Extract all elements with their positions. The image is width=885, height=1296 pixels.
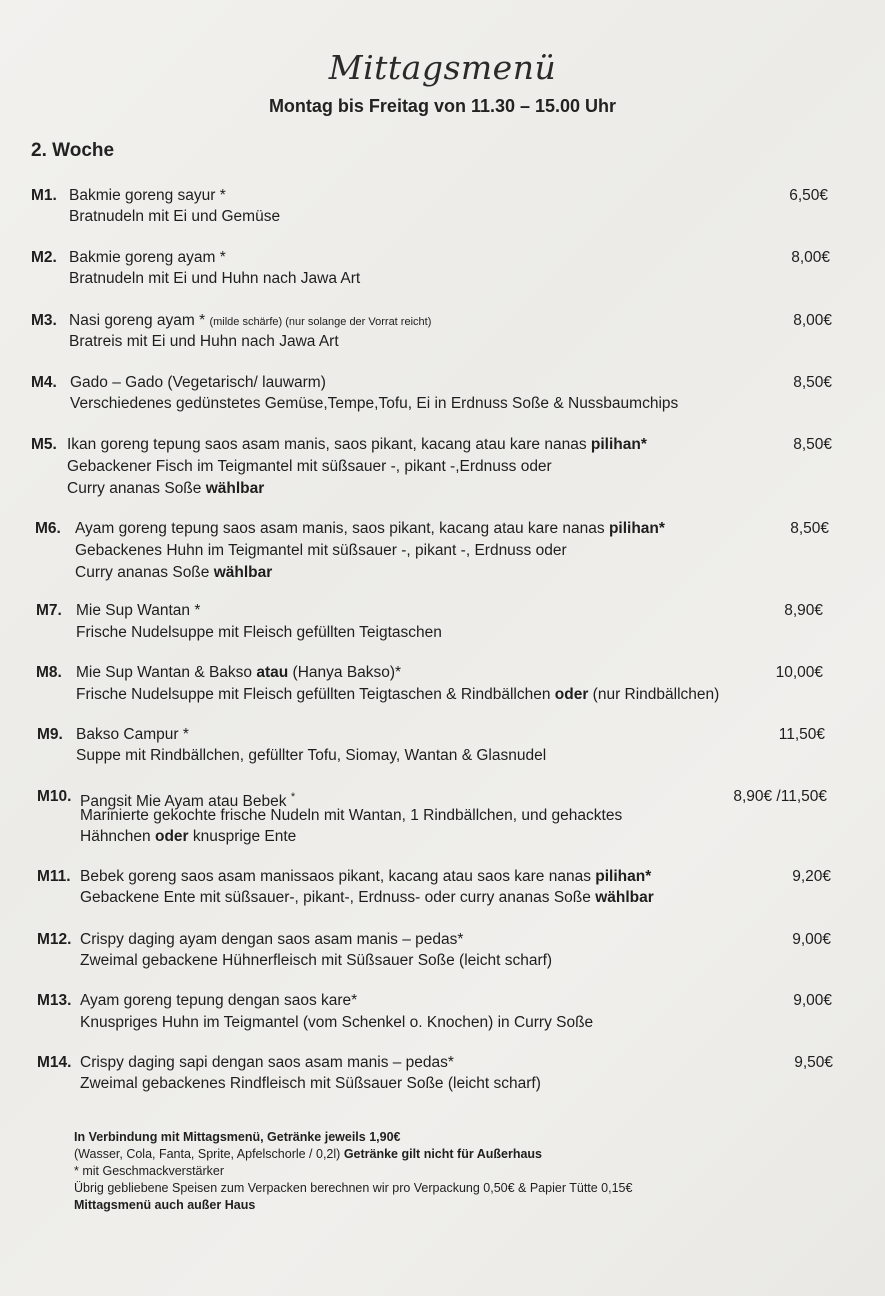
item-description-choice: wählbar (213, 564, 273, 581)
item-description: Marinierte gekochte frische Nudeln mit Wantan, 1 Rindbällchen, und gehacktes (80, 807, 623, 824)
item-description-or: oder (554, 686, 589, 703)
drinks-offer: In Verbindung mit Mittagsmenü, Getränke jeweils 1,90€ (74, 1130, 401, 1144)
item-description-line2 (75, 562, 272, 584)
item-code: M13. (37, 992, 72, 1009)
item-price: 8,90€ (784, 602, 823, 619)
item-name: Ayam goreng tepung dengan saos kare* (80, 992, 358, 1009)
item-description: Zweimal gebackene Hühnerfleisch mit Süßsauer Soße (leicht scharf) (80, 952, 553, 969)
item-name-alt: (Hanya Bakso)* (292, 664, 402, 681)
item-price: 8,00€ (791, 249, 830, 266)
item-price: 6,50€ (789, 187, 828, 204)
item-price: 8,50€ (790, 520, 829, 537)
item-code: M11. (37, 868, 71, 885)
item-code: M4. (31, 374, 57, 391)
item-name: Mie Sup Wantan * (76, 602, 201, 619)
item-description: Gebackener Fisch im Teigmantel mit süßsauer -, pikant -,Erdnuss oder (67, 458, 552, 475)
footer-notes (74, 1129, 632, 1214)
item-name: Crispy daging sapi dengan saos asam manis – pedas* (80, 1054, 454, 1071)
item-name: Bebek goreng saos asam manissaos pikant, kacang atau saos kare nanas (80, 868, 591, 885)
item-code: M2. (31, 249, 57, 266)
item-name-line (75, 518, 665, 540)
item-description-text: Hähnchen (80, 828, 151, 845)
item-description-or: oder (154, 828, 189, 845)
item-description: Suppe mit Rindbällchen, gefüllter Tofu, Siomay, Wantan & Glasnudel (76, 747, 547, 764)
item-description-alt: (nur Rindbällchen) (592, 686, 720, 703)
item-name-line (67, 434, 647, 456)
item-description-line (76, 684, 719, 706)
item-description-line2 (80, 826, 296, 848)
item-name: Crispy daging ayam dengan saos asam manis – pedas* (80, 931, 464, 948)
item-name-mark: * (290, 791, 296, 803)
item-description: Gebackene Ente mit süßsauer-, pikant-, Erdnuss- oder curry ananas Soße (80, 889, 591, 906)
page-title: Mittagsmenü (328, 48, 557, 87)
item-price: 9,20€ (792, 868, 831, 885)
item-price: 9,00€ (792, 931, 831, 948)
item-code: M9. (37, 726, 63, 743)
item-name-choice: pilihan* (590, 436, 647, 453)
item-name: Bakso Campur * (76, 726, 189, 743)
item-description-line2 (67, 478, 264, 500)
item-description-text: Curry ananas Soße (75, 564, 210, 581)
item-code: M7. (36, 602, 62, 619)
takeaway-note: Mittagsmenü auch außer Haus (74, 1198, 256, 1212)
item-description: Bratnudeln mit Ei und Huhn nach Jawa Art (69, 270, 361, 287)
opening-hours: Montag bis Freitag von 11.30 – 15.00 Uhr (268, 96, 617, 116)
item-price: 9,00€ (793, 992, 832, 1009)
item-code: M8. (36, 664, 62, 681)
item-description-text: Curry ananas Soße (67, 480, 202, 497)
flavor-enhancer-note: * mit Geschmackverstärker (74, 1164, 225, 1178)
item-price: 8,00€ (793, 312, 832, 329)
item-code: M14. (37, 1054, 72, 1071)
item-name-or: atau (256, 664, 289, 681)
item-price: 8,50€ (793, 374, 832, 391)
item-price: 8,50€ (793, 436, 832, 453)
item-description: Knuspriges Huhn im Teigmantel (vom Schenkel o. Knochen) in Curry Soße (80, 1014, 594, 1031)
drinks-takeaway-note: Getränke gilt nicht für Außerhaus (343, 1147, 542, 1161)
item-name: Gado – Gado (Vegetarisch/ lauwarm) (70, 374, 326, 391)
item-description: Bratnudeln mit Ei und Gemüse (69, 208, 281, 225)
packaging-note: Übrig gebliebene Speisen zum Verpacken berechnen wir pro Verpackung 0,50€ & Papier Tütte 0,15€ (74, 1181, 633, 1195)
item-code: M12. (37, 931, 72, 948)
item-name-line (80, 866, 651, 888)
item-name-choice: pilihan* (608, 520, 665, 537)
item-description: Gebackenes Huhn im Teigmantel mit süßsauer -, pikant -, Erdnuss oder (75, 542, 567, 559)
item-name: Pangsit Mie Ayam atau Bebek (80, 793, 287, 811)
item-price: 9,50€ (794, 1054, 833, 1071)
item-description-choice: wählbar (595, 889, 654, 906)
item-description: Frische Nudelsuppe mit Fleisch gefüllten Teigtaschen (76, 624, 442, 641)
drinks-list: (Wasser, Cola, Fanta, Sprite, Apfelschorle / 0,2l) (74, 1147, 341, 1161)
item-code: M5. (31, 436, 57, 453)
item-description: Verschiedenes gedünstetes Gemüse,Tempe,Tofu, Ei in Erdnuss Soße & Nussbaumchips (70, 395, 679, 412)
item-name-choice: pilihan* (595, 868, 652, 885)
item-name-line (69, 310, 431, 333)
item-name-line (76, 662, 401, 684)
item-name: Ikan goreng tepung saos asam manis, saos pikant, kacang atau kare nanas (67, 436, 587, 453)
item-name: Bakmie goreng sayur * (69, 187, 226, 204)
week-label: 2. Woche (31, 140, 115, 161)
item-name: Nasi goreng ayam * (69, 312, 206, 329)
item-description: Zweimal gebackenes Rindfleisch mit Süßsauer Soße (leicht scharf) (80, 1075, 541, 1092)
item-price: 8,90€ /11,50€ (733, 788, 827, 805)
item-price: 10,00€ (775, 664, 823, 681)
item-name: Bakmie goreng ayam * (69, 249, 226, 266)
item-name: Ayam goreng tepung saos asam manis, saos pikant, kacang atau kare nanas (75, 520, 605, 537)
item-code: M6. (35, 520, 61, 537)
item-name-note: (milde schärfe) (nur solange der Vorrat reicht) (209, 316, 432, 328)
item-code: M1. (31, 187, 57, 204)
item-price: 11,50€ (778, 726, 825, 743)
item-code: M10. (37, 788, 72, 805)
item-description-line (80, 887, 654, 909)
item-description: Bratreis mit Ei und Huhn nach Jawa Art (69, 333, 339, 350)
item-name: Mie Sup Wantan & Bakso (76, 664, 253, 681)
item-description: Frische Nudelsuppe mit Fleisch gefüllten Teigtaschen & Rindbällchen (76, 686, 551, 703)
item-description-alt: knusprige Ente (192, 828, 297, 845)
item-code: M3. (31, 312, 57, 329)
item-description-choice: wählbar (205, 480, 265, 497)
